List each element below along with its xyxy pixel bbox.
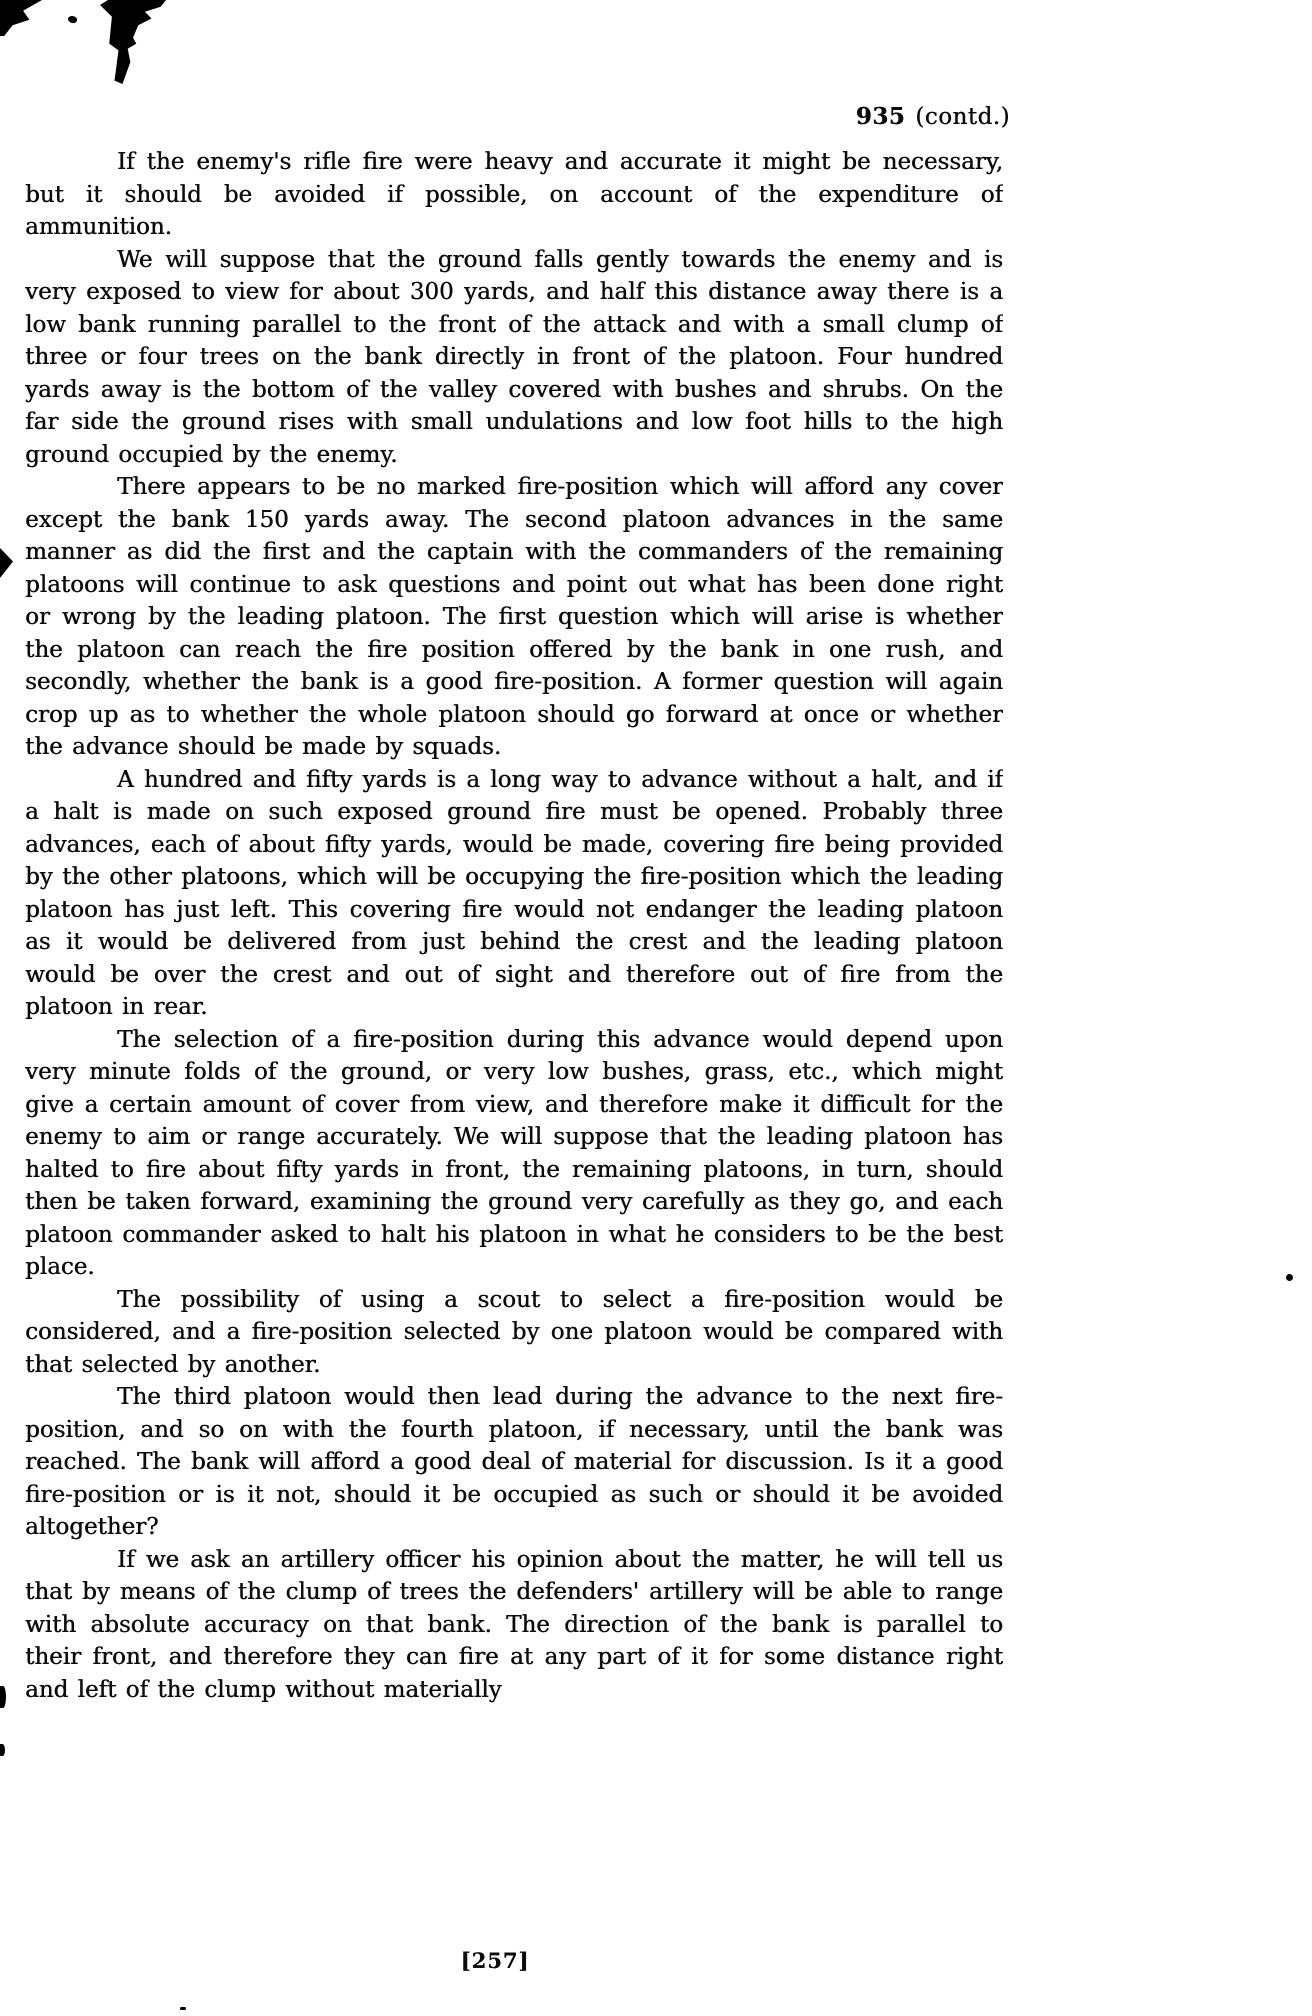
scan-ink-speck xyxy=(67,14,78,24)
scan-ink-blob xyxy=(100,0,166,84)
paragraph: If we ask an artillery officer his opinion about the matter, he will tell us that by means of the clump of trees the defenders' artillery will be able to range with absolute accuracy on that bank. The direction of the bank is parallel to their front, and therefore they can fire at any part of it for some distance right and left of the clump without materially xyxy=(25,1546,1003,1703)
document-body xyxy=(25,146,1003,1706)
page-header xyxy=(25,103,1010,130)
page-number-footer: [257] xyxy=(460,1948,530,1973)
paragraph: A hundred and fifty yards is a long way to advance without a halt, and if a halt is made on such exposed ground fire must be opened. Probably three advances, each of about fifty yards, would be made, covering fire being provided by the other platoons, which will be occupying the fire-position which the leading platoon has just left. This covering fire would not endanger the leading platoon as it would be delivered from just behind the crest and the leading platoon would be over the crest and out of sight and therefore out of fire from the platoon in rear. xyxy=(25,766,1003,1020)
paragraph: The selection of a fire-position during this advance would depend upon very minute folds of the ground, or very low bushes, grass, etc., which might give a certain amount of cover from view, and therefore make it difficult for the enemy to aim or range accurately. We will suppose that the leading platoon has halted to fire about fifty yards in front, the remaining platoons, in turn, should then be taken forward, examining the ground very carefully as they go, and each platoon commander asked to halt his platoon in what he considers to be the best place. xyxy=(25,1026,1003,1280)
bottom-ink-dash xyxy=(180,2007,186,2010)
paragraph: We will suppose that the ground falls gently towards the enemy and is very exposed to view for about 300 yards, and half this distance away there is a low bank running parallel to the front of the attack and with a small clump of three or four trees on the bank directly in front of the platoon. Four hundred yards away is the bottom of the valley covered with bushes and shrubs. On the far side the ground rises with small undulations and low foot hills to the high ground occupied by the enemy. xyxy=(25,246,1003,468)
scan-ink-corner-mark xyxy=(0,0,42,36)
left-edge-ink-mark xyxy=(0,548,13,578)
margin-ink-dot xyxy=(1286,1274,1293,1281)
section-continued-label: (contd.) xyxy=(915,104,1010,130)
paragraph: The third platoon would then lead during the advance to the next fire-position, and so on with the fourth platoon, if necessary, until the bank was reached. The bank will afford a good deal of material for discussion. Is it a good fire-position or is it not, should it be occupied as such or should it be avoided altogether? xyxy=(25,1384,1003,1540)
paragraph: There appears to be no marked fire-position which will afford any cover except the bank 150 yards away. The second platoon advances in the same manner as did the first and the captain with the commanders of the remaining platoons will continue to ask questions and point out what has been done right or wrong by the leading platoon. The first question which will arise is whether the platoon can reach the fire position offered by the bank in one rush, and secondly, whether the bank is a good fire-position. A former question will again crop up as to whether the whole platoon should go forward at once or whether the advance should be made by squads. xyxy=(25,474,1003,760)
left-edge-ink-mark xyxy=(0,1744,5,1756)
section-number: 935 xyxy=(855,103,906,130)
left-edge-ink-mark xyxy=(0,1686,6,1708)
paragraph: If the enemy's rifle fire were heavy and accurate it might be necessary, but it should be avoided if possible, on account of the expenditure of ammunition. xyxy=(25,149,1003,240)
paragraph: The possibility of using a scout to select a fire-position would be considered, and a fire-position selected by one platoon would be compared with that selected by another. xyxy=(25,1286,1003,1378)
